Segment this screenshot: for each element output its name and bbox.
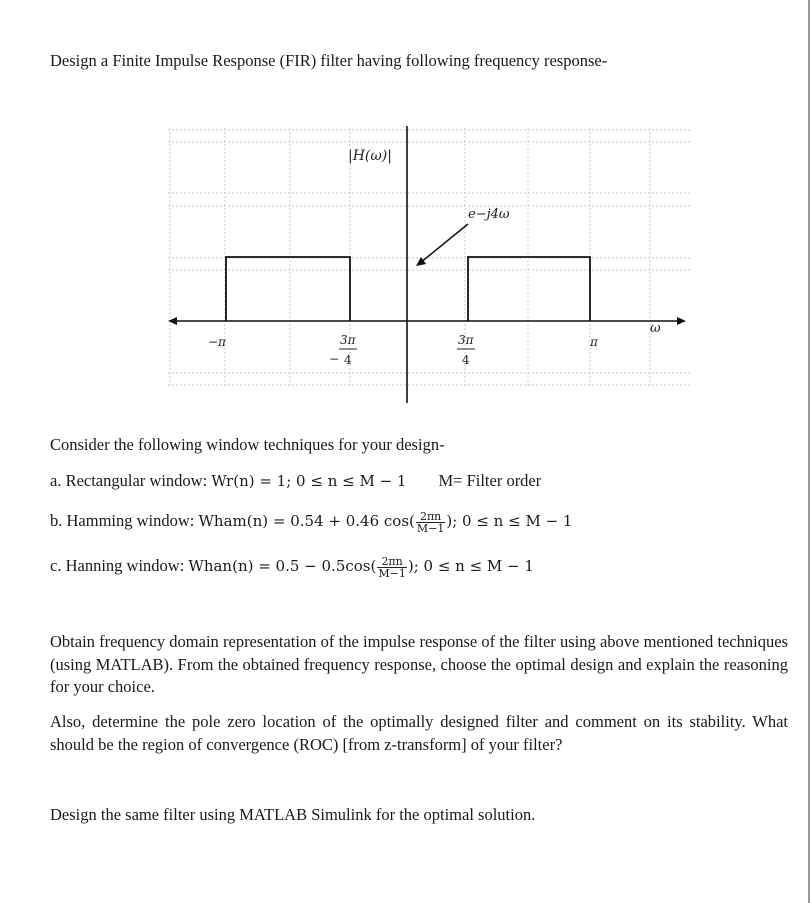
window-c [50,555,534,579]
window-c-tail: ); 0 ≤ n ≤ M − 1 [407,557,534,575]
window-a-prefix: a. Rectangular window: [50,471,212,490]
instruction-frequency-domain: Obtain frequency domain representation of the impulse response of the filter using above mentioned techniques (using MATLAB). From the obtained frequency response, choose the optimal design and explain the reasoning for your choice. [50,632,788,696]
magnitude-label: |H(ω)| [348,148,392,164]
x-axis-arrow-left [168,317,177,325]
omega-axis-label: ω [650,321,661,336]
window-b-lead: Wham(n) = 0.54 + 0.46 cos( [198,512,415,530]
window-b-fraction [416,511,445,534]
window-b-prefix: b. Hamming window: [50,511,199,530]
window-b-frac-den: M−1 [416,521,445,535]
passband-positive [468,257,590,321]
window-c-fraction [377,556,406,579]
tick-label-pi: π [590,335,598,349]
tick-label-neg-pi: −π [208,335,226,349]
window-a-expr: Wr(n) = 1; 0 ≤ n ≤ M − 1 [211,472,407,490]
window-intro: Consider the following window techniques for your design- [50,435,445,454]
tick-label-3pi4-num: 3π [458,333,474,347]
x-axis-arrow-right [677,317,686,325]
phase-pointer [420,224,468,263]
tick-label-neg-3pi4-den: 4 [344,353,352,367]
instruction-pole-zero: Also, determine the pole zero location of the optimally designed filter and comment on its stability. What should be the region of convergence (ROC) [from z-transform] of your filter? [50,712,788,754]
window-b [50,510,572,534]
window-b-frac-num: 2πn [416,511,445,523]
window-b-tail: ); 0 ≤ n ≤ M − 1 [446,512,573,530]
tick-label-neg-3pi4-num: 3π [340,333,356,347]
phase-label: e−j4ω [468,207,510,222]
grid [168,128,690,388]
window-a-note: M= Filter order [438,471,542,490]
window-a [50,470,541,492]
passband-negative [226,257,350,321]
tick-label-neg-3pi4-minus: − [329,352,340,366]
window-c-frac-num: 2πn [377,556,406,568]
window-c-lead: Whan(n) = 0.5 − 0.5cos( [188,557,377,575]
problem-title: Design a Finite Impulse Response (FIR) filter having following frequency response- [50,51,608,70]
tick-label-3pi4-den: 4 [462,353,470,367]
window-c-prefix: c. Hanning window: [50,556,189,575]
frequency-response-figure [150,118,710,408]
instruction-simulink: Design the same filter using MATLAB Simulink for the optimal solution. [50,805,536,824]
window-c-frac-den: M−1 [378,566,406,580]
